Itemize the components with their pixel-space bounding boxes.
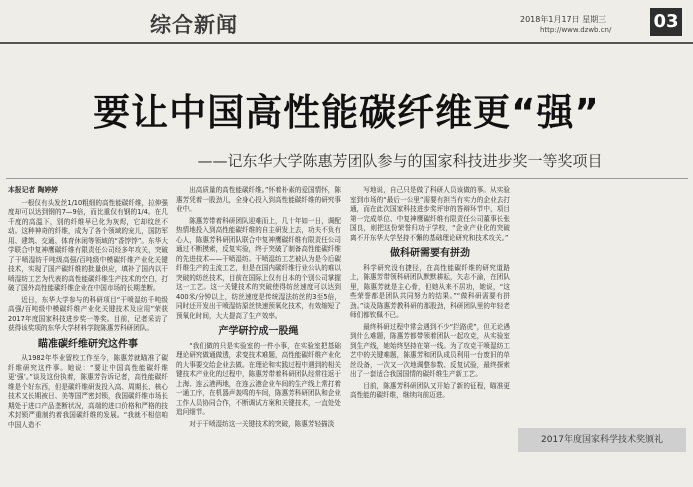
- paragraph: “我们做的只是实验室的一件小事，在实验室把基础理论研究做通做透，求变技术难题，高性能碳纤维产业化的大事要交给企业去做。在理论和实践过程中遇到的相关键技术产业化的过程中，陈惠芳带着科研团队经常往返于上海、连云港两地，在连云港企业车间的生产线上常打着一通工序，在机器声轰鸣的车间，陈惠芳科研团队和企业工作人员协同合作，不断调试方案和关键技术，一直处处追问细节。: [176, 341, 341, 416]
- issue-date: 2018年1月17日 星期三: [520, 15, 607, 24]
- section-title: 综合新闻: [150, 13, 238, 37]
- paragraph: 出高质量的高性能碳纤维。”怀着朴素的爱国情怀，陈惠芳凭着一股劲儿，全身心投入到高性能碳纤维的研究事业中。: [176, 186, 341, 213]
- paragraph: 最终科研过程中常会遇到不少“拦路虎”，但无论遇到什么难题，陈惠芳都带领着团队一起攻克，从实验室到生产线，她始终坚持在第一线。为了攻克干喷湿纺工艺中的关键难题，陈惠芳和团队成员利用一台废旧的单丝设备，一次又一次地调整参数、反复试验，最终探索出了一套适合我国国情的碳纤维生产新工艺。: [350, 322, 510, 378]
- column-1: [8, 186, 168, 432]
- column-3: [350, 186, 510, 403]
- website-url: http://www.dzwb.cn/: [540, 26, 612, 34]
- subtitle: ——记东华大学陈惠芳团队参与的国家科技进步奖一等奖项目: [197, 152, 603, 170]
- subheading: 瞄准碳纤维研究这件事: [38, 338, 138, 350]
- subheading: 产学研拧成一股绳: [218, 326, 299, 337]
- paragraph: 一根仅有头发丝1/10粗细的高性能碳纤维，拉伸强度却可以达到钢的7—9倍，而比重仅有钢的1/4。在几千度的高温下，别的纤维早已化为灰烬，它却纹丝不动。这种神奇的纤维，成为了各个领域的宠儿，国防军用、建筑、交通、体育休闲等领域的“香饽饽”。东华大学联合中复神鹰碳纤维有限责任公司经多年攻关，突破了干喷湿纺千吨级高强/百吨级中模碳纤维产业化关键技术，实现了国产碳纤维的批量供应，填补了国内以干喷湿纺工艺为代表的高性能碳纤维生产技术的空白，打破了国外高性能碳纤维企业在中国市场的长期垄断。: [8, 198, 168, 292]
- page-number: 03: [650, 8, 682, 36]
- photo-caption: 2017年度国家科学技术奖颁礼: [518, 428, 686, 452]
- paragraph: 对于干喷湿纺这一关键技术的突破，陈惠芳轻描淡: [189, 419, 335, 428]
- paragraph: 写地说，自己只是做了科研人员该做的事。从实验室到市场的“最后一公里”需要有担当有实力的企业去打通，而在此次国家科技进步奖评审的答辩环节中，项目第一完成单位、中复神鹰碳纤维有限责任公司董事长张国良，则把这份荣誉归功于学校，“企业产业化的突破离不开东华大学坚持不懈的基础理论研究和技术攻关。”: [350, 186, 510, 242]
- headline: 要让中国高性能碳纤维更“强”: [93, 91, 600, 134]
- paragraph: 科学研究没有捷径，在高性能碳纤维的研究道路上，陈惠芳带领科研团队默默耕耘，矢志不渝，在团队里，陈惠芳就是主心骨，但她从来不居功，她说，“这些荣誉都是团队共同努力的结果。”“做科研需要有拼劲。”谈及陈惠芳教科研的那股劲，科研团队里的年轻老师们都钦佩不已。: [350, 263, 510, 319]
- paragraph: 近日，东华大学参与的科研项目“干喷湿纺千吨级高强/百吨级中模碳纤维产业化关键技术及应用”荣获2017年度国家科技进步奖一等奖。目前，记者采访了获得该奖项的东华大学材料学院陈惠芳科研团队。: [8, 295, 168, 332]
- page-header: [0, 0, 693, 44]
- paragraph: 目前，陈惠芳科研团队又开始了新的征程，瞄准更高性能的碳纤维，继续向前迈进。: [350, 381, 510, 399]
- divider: [6, 178, 688, 179]
- byline: 本报记者 陶婷婷: [8, 186, 58, 194]
- paragraph: 陈惠芳带着科研团队迎难而上，几十年如一日，调配热情地投入到高性能碳纤维的自主研发上去，功夫不负有心人，陈惠芳科研团队联合中复神鹰碳纤维有限责任公司通过不断摸索，反复实验，终于突破了制备高性能碳纤维的先进技术——干喷湿纺。干喷湿纺工艺被认为是今后碳纤维生产的主流工艺，但是在国内碳纤维行业公认的难以突破的纺丝技术，目前在国际上仅有日本的个别公司掌握这一工艺。这一关键技术的突破使得纺丝速度可以达到400米/分钟以上，纺丝速度是传统湿法纺丝的3至5倍，同时还开发出干喷湿纺原丝快速预氧化技术，有效缩短了预氧化时间，大大提高了生产效率。: [176, 216, 341, 320]
- subheading: 做科研需要有拼劲: [390, 248, 470, 259]
- paragraph: 从1982年毕业留校工作至今，陈惠芳就瞄准了碳纤维研究这件事。她说：“要让中国高性能碳纤维更‘强’。”谈及这份执着，陈惠芳告诉记者，高性能碳纤维是个好东西，但是碳纤维研发投入高、周期长、核心技术又长期被日、美等国严密封锁，我国碳纤维市场长期处于进口产品垄断状况，高端的进口价格和严格的技术封锁严重制约着我国碳纤维的发展。“我就不相信咱中国人造不: [8, 354, 168, 429]
- column-2: [176, 186, 341, 431]
